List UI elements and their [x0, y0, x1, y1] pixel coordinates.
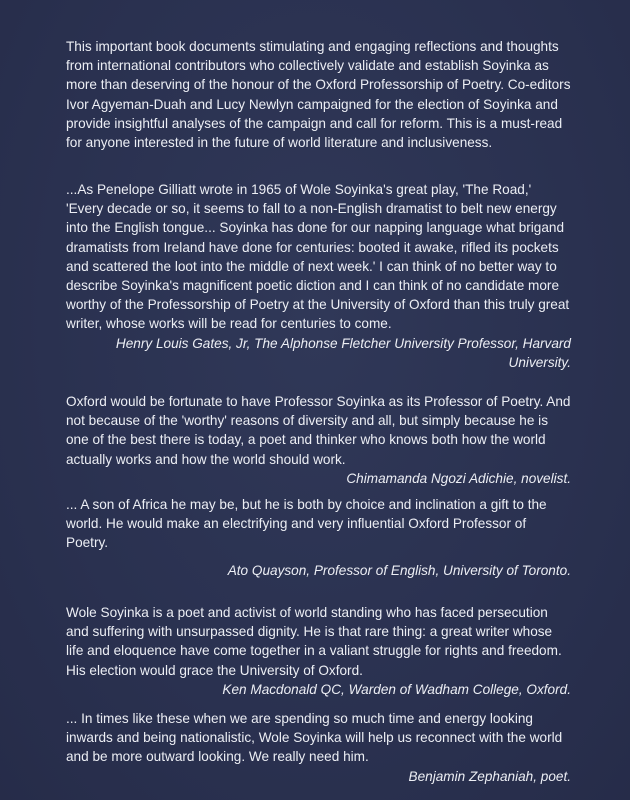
quote-text: ... A son of Africa he may be, but he is both by choice and inclination a gift to the world. He would make an electrifying and very influential Oxford Professor of Poetry.	[66, 497, 547, 551]
quote-adichie	[66, 392, 571, 488]
quote-attribution: Henry Louis Gates, Jr, The Alphonse Fletcher University Professor, Harvard University.	[115, 335, 571, 370]
intro-blurb	[66, 37, 571, 152]
intro-text: This important book documents stimulating and engaging reflections and thoughts from international contributors who collectively validate and establish Soyinka as more than deserving of the honour of the Oxford Professorship of Poetry. Co-editors Ivor Agyeman-Duah and Lucy Newlyn campaigned for the election of Soyinka and provide insightful analyses of the campaign and call for reform. This is a must-read for anyone interested in the future of world literature and inclusiveness.	[66, 39, 571, 151]
quote-zephaniah	[66, 709, 571, 786]
quote-text: ... In times like these when we are spending so much time and energy looking inwards and being nationalistic, Wole Soyinka will help us reconnect with the world and be more outward looking. We really need him.	[66, 711, 563, 765]
quote-macdonald	[66, 603, 571, 699]
quote-text: Wole Soyinka is a poet and activist of world standing who has faced persecution and suffering with unsurpassed dignity. He is that rare thing: a great writer whose life and eloquence have come together in a valiant struggle for rights and freedom. His election would grace the University of Oxford.	[66, 605, 562, 678]
quote-quayson	[66, 495, 571, 580]
quote-attribution: Chimamanda Ngozi Adichie, novelist.	[346, 470, 571, 486]
quote-text: ...As Penelope Gilliatt wrote in 1965 of Wole Soyinka's great play, 'The Road,' 'Every decade or so, it seems to fall to a non-English dramatist to belt new energy into the English tongue... Soyinka has done for our napping language what brigand dramatists from Ireland have done for centuries: booted it awake, rifled its pockets and scattered the loot into the middle of next week.' I can think of no better way to describe Soyinka's magnificent poetic diction and I can think of no candidate more worthy of the Professorship of Poetry at the University of Oxford than this truly great writer, whose works will be read for centuries to come.	[66, 182, 570, 332]
quote-attribution: Ken Macdonald QC, Warden of Wadham College, Oxford.	[222, 681, 571, 697]
quote-attribution: Benjamin Zephaniah, poet.	[408, 768, 571, 784]
quote-text: Oxford would be fortunate to have Professor Soyinka as its Professor of Poetry. And not because of the 'worthy' reasons of diversity and all, but simply because he is one of the best there is today, a poet and thinker who knows both how the world actually works and how the world should work.	[66, 394, 571, 467]
quote-attribution: Ato Quayson, Professor of English, University of Toronto.	[227, 562, 571, 578]
quote-gates	[66, 180, 571, 372]
